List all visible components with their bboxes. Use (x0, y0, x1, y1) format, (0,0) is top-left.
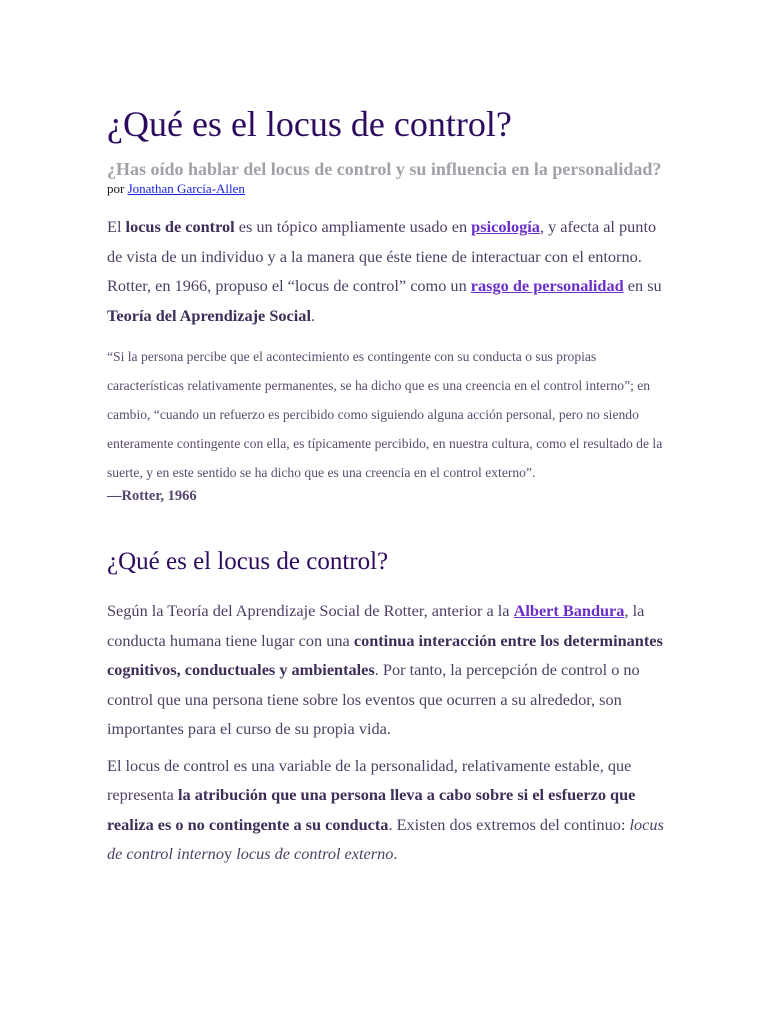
p1-text-2: , la conducta humana tiene lugar con una (107, 601, 645, 650)
rasgo-personalidad-link[interactable]: rasgo de personalidad (470, 276, 624, 295)
intro-text-4: en su (623, 276, 662, 295)
p2-text-3: y (223, 844, 237, 863)
article-title: ¿Qué es el locus de control? (107, 104, 512, 144)
byline (107, 181, 667, 197)
intro-text-3: , y afecta al punto de vista de un individuo y a la manera que éste tiene de interactuar con el entorno. Rotter, en 1966, propuso el “locus de control” como un (107, 217, 657, 295)
p2-italic-externo: locus de control externo (236, 844, 394, 863)
article-subtitle: ¿Has oído hablar del locus de control y su influencia en la personalidad? (107, 159, 662, 179)
psicologia-link[interactable]: psicología (471, 217, 540, 236)
intro-bold-locus: locus de control (125, 217, 235, 236)
p2-bold: la atribución que una persona lleva a cabo sobre si el esfuerzo que realiza es o no contingente a su conducta (107, 785, 636, 834)
p2-text-4: . (393, 844, 398, 863)
albert-bandura-link[interactable]: Albert Bandura (513, 601, 625, 620)
p1-text-3: . Por tanto, la percepción de control o no control que una persona tiene sobre los eventos que ocurren a su alrededor, son importantes para el curso de su propia vida. (107, 660, 640, 738)
intro-text-1: El (107, 217, 126, 236)
intro-bold-teoria: Teoría del Aprendizaje Social (107, 305, 311, 325)
article-content (107, 100, 667, 869)
p2-text-2: . Existen dos extremos del continuo: (388, 814, 630, 834)
p1-bold: continua interacción entre los determinantes cognitivos, conductuales y ambientales (107, 630, 663, 679)
p1-text-1: Según la Teoría del Aprendizaje Social de Rotter, anterior a la (107, 601, 514, 620)
quote-citation: —Rotter, 1966 (107, 488, 197, 504)
section-paragraph-2 (107, 751, 667, 869)
p2-text-1: El locus de control es una variable de la personalidad, relativamente estable, que representa (107, 755, 632, 804)
author-link[interactable]: Jonathan García-Allen (127, 181, 245, 196)
byline-prefix: por (107, 181, 128, 196)
intro-text-5: . (310, 305, 316, 325)
section-heading: ¿Qué es el locus de control? (107, 548, 389, 575)
p2-italic-interno: locus de control interno (107, 814, 664, 863)
section-paragraph-1 (107, 596, 667, 744)
intro-paragraph (107, 212, 667, 330)
intro-text-2: es un tópico ampliamente usado en (234, 217, 472, 236)
rotter-quote: “Si la persona percibe que el acontecimiento es contingente con su conducta o sus propias características relativamente permanentes, se ha dicho que es una creencia en el control interno”; en cambio, “cuando un refuerzo es percibido como siguiendo alguna acción personal, pero no siendo enteramente contingente con ella, es típicamente percibido, en nuestra cultura, como el resultado de la suerte, y en este sentido se ha dicho que es una creencia en el control externo”. (107, 349, 663, 480)
